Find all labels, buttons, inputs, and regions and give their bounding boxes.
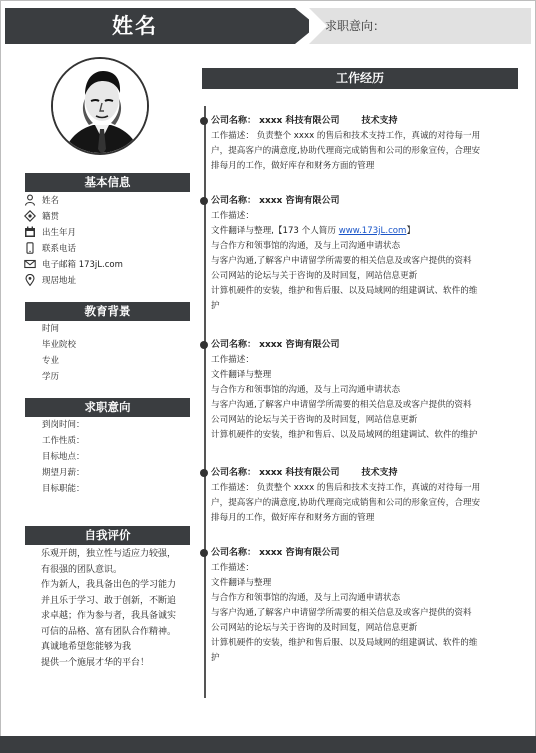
job-heading — [211, 194, 521, 209]
job-line: 户，提高客户的满意度,协助代理商完成销售和公司的形象宣传，合理安 — [211, 498, 481, 508]
email-icon — [23, 258, 36, 271]
footer-bar — [0, 736, 536, 753]
job-company: 公司名称： xxxx 科技有限公司 — [211, 468, 340, 478]
basic-info-item — [23, 257, 123, 271]
candidate-name: 姓名 — [112, 14, 158, 38]
job-line: 与客户沟通,了解客户申请留学所需要的相关信息及或客户提供的资料 — [211, 400, 472, 410]
self-eval-text — [41, 547, 191, 671]
job-position: 技术支持 — [361, 116, 398, 126]
basic-info-item — [23, 241, 76, 255]
job-entry — [211, 338, 521, 443]
job-line: 与客户沟通,了解客户申请留学所需要的相关信息及或客户提供的资料 — [211, 608, 472, 618]
job-line: 工作描述： — [211, 211, 254, 221]
self-eval-line: 并且乐于学习、敢于创新，不断追 — [41, 595, 177, 606]
portrait-photo — [53, 59, 149, 155]
job-line: 户，提高客户的满意度,协助代理商完成销售和公司的形象宣传，合理安 — [211, 146, 481, 156]
timeline-dot — [200, 549, 208, 557]
job-intent-title: 求职意向 — [25, 398, 190, 417]
self-eval-line: 提供一个施展才华的平台！ — [41, 657, 150, 668]
job-company: 公司名称： xxxx 咨询有限公司 — [211, 196, 340, 206]
job-line: 公司网站的论坛与关于咨询的及时回复，网站信息更新 — [211, 271, 418, 281]
job-heading — [211, 338, 521, 353]
education-title: 教育背景 — [25, 302, 190, 321]
job-line: 护 — [211, 653, 220, 663]
intent-item: 工作性质： — [42, 436, 85, 446]
location-diamond-icon — [23, 210, 36, 223]
job-line-text: 文件翻译与整理,【173 个人简历 — [211, 226, 339, 236]
self-eval-line: 可信的品格、富有团队合作精神。 — [41, 626, 177, 637]
basic-info-item — [23, 225, 76, 239]
education-item: 毕业院校 — [42, 340, 77, 350]
self-eval-line: 有很强的团队意识。 — [41, 564, 123, 575]
job-line: 计算机硬件的安装，维护和售后服、以及局域网的组建调试、软件的维 — [211, 638, 478, 648]
job-intent-label: 求职意向： — [325, 19, 386, 33]
job-entry — [211, 194, 521, 314]
basic-info-item — [23, 209, 59, 223]
timeline-dot — [200, 469, 208, 477]
basic-info-label: 现居地址 — [42, 276, 77, 286]
job-heading — [211, 114, 521, 129]
person-icon — [23, 194, 36, 207]
basic-info-label: 籍贯 — [42, 212, 60, 222]
job-line: 排每月的工作，做好库存和财务方面的管理 — [211, 513, 375, 523]
self-eval-line: 乐观开朗，独立性与适应力较强， — [41, 549, 177, 559]
avatar — [51, 57, 149, 155]
basic-info-label: 联系电话 — [42, 244, 77, 254]
job-line: 计算机硬件的安装，维护和售后服、以及局域网的组建调试、软件的维 — [211, 286, 478, 296]
job-line: 文件翻译与整理 — [211, 370, 272, 380]
basic-info-label: 电子邮箱 173jL.com — [42, 260, 123, 270]
job-entry — [211, 466, 521, 526]
intent-item: 到岗时间： — [42, 420, 85, 430]
calendar-icon — [23, 226, 36, 239]
job-heading — [211, 546, 521, 561]
job-line: 与合作方和领事馆的沟通，及与上司沟通申请状态 — [211, 241, 401, 251]
job-line: 公司网站的论坛与关于咨询的及时回复，网站信息更新 — [211, 415, 418, 425]
timeline-dot — [200, 197, 208, 205]
basic-info-label: 出生年月 — [42, 228, 77, 238]
basic-info-title: 基本信息 — [25, 173, 190, 192]
job-heading — [211, 466, 521, 481]
job-position: 技术支持 — [361, 468, 398, 478]
intent-item: 目标职能： — [42, 484, 85, 494]
education-item: 学历 — [42, 372, 60, 382]
intent-item: 期望月薪： — [42, 468, 85, 478]
self-eval-line: 作为新人，我具备出色的学习能力 — [41, 580, 177, 590]
job-line: 公司网站的论坛与关于咨询的及时回复，网站信息更新 — [211, 623, 418, 633]
job-line: 与合作方和领事馆的沟通，及与上司沟通申请状态 — [211, 385, 401, 395]
job-entry — [211, 546, 521, 666]
intent-item: 目标地点： — [42, 452, 85, 462]
job-entry — [211, 114, 521, 174]
job-line — [211, 224, 521, 239]
map-pin-icon — [23, 274, 36, 287]
basic-info-label: 姓名 — [42, 196, 60, 206]
job-line: 与合作方和领事馆的沟通，及与上司沟通申请状态 — [211, 593, 401, 603]
timeline-dot — [200, 341, 208, 349]
header — [5, 8, 531, 44]
job-line: 护 — [211, 301, 220, 311]
job-company: 公司名称： xxxx 科技有限公司 — [211, 116, 340, 126]
job-line: 与客户沟通,了解客户申请留学所需要的相关信息及或客户提供的资料 — [211, 256, 472, 266]
job-line: 工作描述： — [211, 355, 254, 365]
website-link[interactable]: www.173jL.com — [338, 226, 407, 236]
job-line: 文件翻译与整理 — [211, 578, 272, 588]
job-line: 工作描述： — [211, 563, 254, 573]
basic-info-item — [23, 193, 59, 207]
job-line: 计算机硬件的安装，维护和售后、以及局域网的组建调试、软件的维护 — [211, 430, 478, 440]
education-item: 时间 — [42, 324, 60, 334]
job-line: 排每月的工作，做好库存和财务方面的管理 — [211, 161, 375, 171]
phone-icon — [23, 242, 36, 255]
timeline-line — [204, 106, 206, 698]
job-line: 工作描述： 负责整个 xxxx 的售后和技术支持工作，真诚的对待每一用 — [211, 483, 481, 493]
education-item: 专业 — [42, 356, 60, 366]
self-eval-line: 真诚地希望您能够为我 — [41, 642, 132, 652]
basic-info-item — [23, 273, 76, 287]
timeline-dot — [200, 117, 208, 125]
self-eval-line: 求卓越；作为参与者，我具备诚实 — [41, 611, 177, 621]
work-experience-title: 工作经历 — [202, 68, 518, 89]
job-line-suffix: 】 — [406, 226, 416, 236]
job-company: 公司名称： xxxx 咨询有限公司 — [211, 340, 340, 350]
job-line: 工作描述： 负责整个 xxxx 的售后和技术支持工作，真诚的对待每一用 — [211, 131, 481, 141]
self-eval-title: 自我评价 — [25, 526, 190, 545]
job-company: 公司名称： xxxx 咨询有限公司 — [211, 548, 340, 558]
